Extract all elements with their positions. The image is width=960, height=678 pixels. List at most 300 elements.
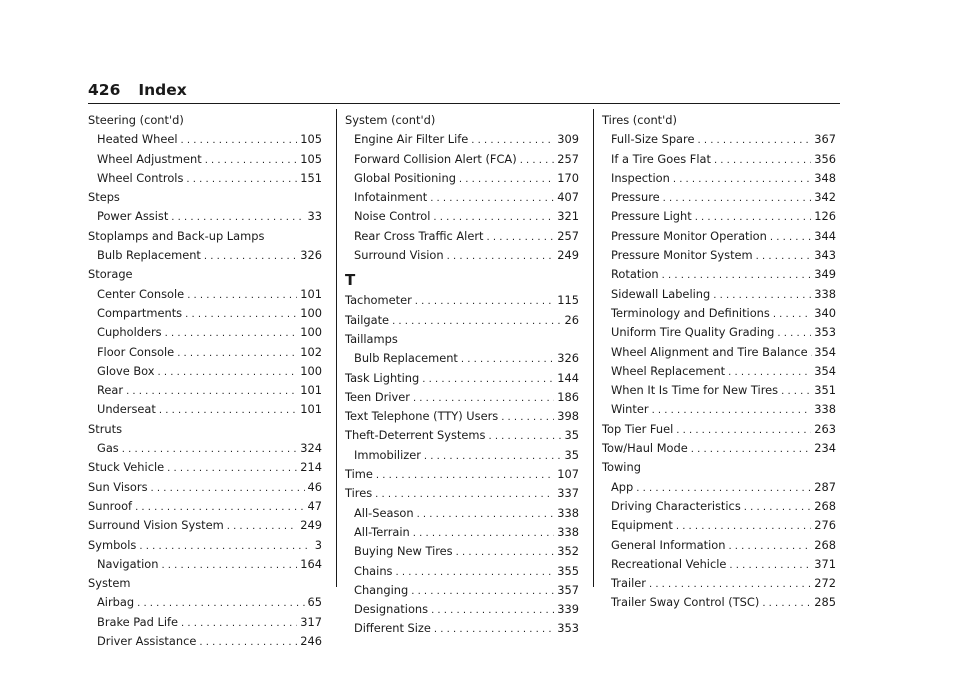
dot-leader (691, 440, 812, 459)
index-heading (88, 111, 322, 130)
dot-leader (433, 208, 554, 227)
entry-page-number: 246 (300, 634, 322, 649)
entry-page-number: 287 (814, 479, 836, 494)
entry-page-number: 101 (300, 383, 322, 398)
index-subentry (345, 619, 579, 638)
entry-page-number: 115 (557, 293, 579, 308)
dot-leader (729, 556, 811, 575)
entry-label: If a Tire Goes Flat (611, 151, 711, 166)
dot-leader (187, 286, 297, 305)
dot-leader (487, 228, 555, 247)
entry-label: Wheel Replacement (611, 363, 726, 378)
entry-label: Storage (88, 267, 133, 282)
entry-page-number: 268 (814, 498, 836, 513)
index-subentry (602, 169, 836, 188)
index-subentry (602, 516, 836, 535)
entry-page-number: 326 (300, 248, 322, 263)
entry-label: All-Season (354, 505, 414, 520)
dot-leader (471, 131, 554, 150)
entry-label: Chains (354, 563, 393, 578)
index-subentry (88, 555, 322, 574)
entry-page-number: 105 (300, 132, 322, 147)
dot-leader (161, 556, 297, 575)
index-entry (602, 420, 836, 439)
entry-page-number: 348 (814, 170, 836, 185)
entry-label: Cupholders (97, 325, 162, 340)
entry-label: Compartments (97, 305, 183, 320)
entry-label: Glove Box (97, 363, 155, 378)
dot-leader (636, 479, 811, 498)
index-entry (345, 484, 579, 503)
entry-page-number: 35 (564, 447, 579, 462)
entry-label: Symbols (88, 537, 137, 552)
index-subentry (88, 304, 322, 323)
dot-leader (422, 370, 554, 389)
dot-leader (204, 247, 297, 266)
index-subentry (602, 343, 836, 362)
header-divider (88, 103, 840, 104)
entry-label: When It Is Time for New Tires (611, 383, 779, 398)
index-entry (345, 407, 579, 426)
entry-page-number: 337 (557, 486, 579, 501)
entry-page-number: 407 (557, 190, 579, 205)
index-subentry (88, 632, 322, 651)
index-entry (88, 536, 322, 555)
dot-leader (185, 305, 297, 324)
entry-label: Winter (611, 402, 649, 417)
entry-label: Infotainment (354, 190, 428, 205)
entry-page-number: 186 (557, 389, 579, 404)
index-subentry (345, 150, 579, 169)
index-subentry (602, 130, 836, 149)
entry-label: Pressure (611, 190, 660, 205)
dot-leader (139, 537, 311, 556)
entry-page-number: 344 (814, 228, 836, 243)
entry-label: Steering (cont'd) (88, 113, 184, 127)
dot-leader (434, 620, 554, 639)
dot-leader (199, 633, 297, 652)
section-letter: T (345, 271, 356, 290)
index-subentry (602, 150, 836, 169)
dot-leader (159, 401, 297, 420)
entry-page-number: 343 (814, 248, 836, 263)
entry-page-number: 164 (300, 556, 322, 571)
entry-page-number: 339 (557, 602, 579, 617)
entry-label: Task Lighting (345, 370, 420, 385)
entry-page-number: 371 (814, 556, 836, 571)
column-divider (336, 109, 337, 587)
entry-page-number: 100 (300, 305, 322, 320)
entry-label: Theft-Deterrent Systems (345, 428, 486, 443)
entry-label: Noise Control (354, 209, 431, 224)
entry-label: All-Terrain (354, 524, 410, 539)
dot-leader (663, 189, 812, 208)
entry-label: Recreational Vehicle (611, 556, 727, 571)
index-subentry (345, 542, 579, 561)
index-entry (345, 369, 579, 388)
index-subentry (345, 207, 579, 226)
entry-page-number: 398 (557, 409, 579, 424)
dot-leader (456, 543, 555, 562)
dot-leader (728, 537, 811, 556)
entry-page-number: 100 (300, 363, 322, 378)
index-subentry (602, 400, 836, 419)
index-subentry (602, 227, 836, 246)
entry-page-number: 46 (307, 479, 322, 494)
entry-label: Airbag (97, 595, 135, 610)
entry-page-number: 214 (300, 460, 322, 475)
dot-leader (649, 575, 811, 594)
entry-page-number: 285 (814, 595, 836, 610)
entry-label: Designations (354, 602, 429, 617)
dot-leader (417, 505, 555, 524)
dot-leader (126, 382, 297, 401)
entry-label: Steps (88, 190, 120, 205)
index-subentry (345, 600, 579, 619)
entry-label: Changing (354, 582, 409, 597)
page-title: Index (138, 81, 187, 99)
entry-page-number: 234 (814, 441, 836, 456)
index-subentry (602, 536, 836, 555)
dot-leader (431, 601, 554, 620)
index-subentry (602, 593, 836, 612)
entry-label: Surround Vision System (88, 518, 224, 533)
entry-page-number: 268 (814, 537, 836, 552)
page-number: 426 (88, 81, 121, 99)
entry-page-number: 126 (814, 209, 836, 224)
index-subentry (345, 246, 579, 265)
index-heading (345, 330, 579, 349)
index-subentry (88, 130, 322, 149)
index-entry (345, 426, 579, 445)
dot-leader (520, 151, 555, 170)
entry-label: Tow/Haul Mode (602, 441, 688, 456)
entry-label: Tires (cont'd) (602, 113, 677, 127)
entry-label: Struts (88, 421, 122, 436)
entry-label: Buying New Tires (354, 544, 453, 559)
entry-page-number: 338 (557, 505, 579, 520)
dot-leader (375, 485, 554, 504)
entry-page-number: 338 (557, 524, 579, 539)
entry-label: Top Tier Fuel (602, 421, 674, 436)
index-entry (345, 291, 579, 310)
index-subentry (345, 188, 579, 207)
entry-page-number: 257 (557, 228, 579, 243)
index-subentry (602, 285, 836, 304)
index-column-2 (345, 111, 579, 639)
entry-page-number: 353 (814, 325, 836, 340)
index-heading (602, 111, 836, 130)
dot-leader (165, 324, 298, 343)
dot-leader (151, 479, 305, 498)
dot-leader (714, 151, 811, 170)
index-subentry (88, 593, 322, 612)
dot-leader (459, 170, 554, 189)
entry-label: Full-Size Spare (611, 132, 695, 147)
dot-leader (811, 344, 812, 363)
entry-page-number: 351 (814, 383, 836, 398)
dot-leader (415, 292, 554, 311)
dot-leader (744, 498, 811, 517)
entry-label: Surround Vision (354, 248, 444, 263)
index-subentry (88, 285, 322, 304)
entry-page-number: 257 (557, 151, 579, 166)
entry-page-number: 342 (814, 190, 836, 205)
dot-leader (177, 344, 297, 363)
entry-page-number: 3 (314, 537, 322, 552)
entry-page-number: 272 (814, 576, 836, 591)
entry-label: Power Assist (97, 209, 169, 224)
dot-leader (411, 582, 554, 601)
index-subentry (602, 304, 836, 323)
entry-label: Tires (345, 486, 373, 501)
dot-leader (430, 189, 554, 208)
entry-page-number: 357 (557, 582, 579, 597)
entry-page-number: 100 (300, 325, 322, 340)
entry-page-number: 144 (557, 370, 579, 385)
entry-label: Stuck Vehicle (88, 460, 165, 475)
entry-label: Time (345, 467, 373, 482)
entry-label: Gas (97, 441, 119, 456)
index-subentry (345, 504, 579, 523)
dot-leader (227, 517, 298, 536)
index-column-3 (602, 111, 836, 613)
index-subentry (602, 381, 836, 400)
index-heading (88, 188, 322, 207)
entry-page-number: 321 (557, 209, 579, 224)
entry-label: Forward Collision Alert (FCA) (354, 151, 517, 166)
entry-page-number: 309 (557, 132, 579, 147)
entry-page-number: 352 (557, 544, 579, 559)
dot-leader (181, 614, 297, 633)
index-entry (345, 465, 579, 484)
entry-label: Wheel Adjustment (97, 151, 202, 166)
entry-label: Text Telephone (TTY) Users (345, 409, 499, 424)
dot-leader (488, 427, 561, 446)
page-header (88, 81, 840, 99)
dot-leader (652, 401, 812, 420)
entry-label: Trailer (611, 576, 646, 591)
entry-page-number: 101 (300, 286, 322, 301)
entry-label: Pressure Light (611, 209, 692, 224)
entry-page-number: 249 (300, 518, 322, 533)
column-divider (593, 109, 594, 587)
dot-leader (695, 208, 812, 227)
index-heading (88, 420, 322, 439)
entry-label: Tailgate (345, 312, 390, 327)
entry-label: Driver Assistance (97, 634, 197, 649)
index-subentry (602, 574, 836, 593)
dot-leader (770, 228, 811, 247)
entry-label: Global Positioning (354, 170, 456, 185)
index-subentry (88, 207, 322, 226)
entry-label: Terminology and Definitions (611, 305, 770, 320)
index-subentry (345, 581, 579, 600)
entry-label: Heated Wheel (97, 132, 178, 147)
entry-label: Sunroof (88, 498, 133, 513)
index-heading (345, 111, 579, 130)
index-entry (88, 497, 322, 516)
index-subentry (88, 613, 322, 632)
dot-leader (662, 266, 812, 285)
index-subentry (345, 227, 579, 246)
entry-label: Uniform Tire Quality Grading (611, 325, 775, 340)
dot-leader (376, 466, 554, 485)
dot-leader (413, 524, 555, 543)
index-heading (88, 574, 322, 593)
entry-label: Trailer Sway Control (TSC) (611, 595, 760, 610)
index-subentry (88, 439, 322, 458)
entry-page-number: 317 (300, 614, 322, 629)
dot-leader (781, 382, 811, 401)
entry-page-number: 326 (557, 351, 579, 366)
index-subentry (602, 555, 836, 574)
index-subentry (345, 523, 579, 542)
entry-label: System (cont'd) (345, 113, 436, 127)
entry-label: Sidewall Labeling (611, 286, 711, 301)
entry-page-number: 324 (300, 441, 322, 456)
entry-label: App (611, 479, 634, 494)
dot-leader (167, 459, 297, 478)
entry-page-number: 356 (814, 151, 836, 166)
entry-label: Floor Console (97, 344, 175, 359)
entry-label: Stoplamps and Back-up Lamps (88, 228, 265, 243)
index-subentry (602, 246, 836, 265)
dot-leader (756, 247, 812, 266)
entry-page-number: 349 (814, 267, 836, 282)
index-subentry (345, 169, 579, 188)
entry-page-number: 47 (307, 498, 322, 513)
dot-leader (122, 440, 298, 459)
index-heading (88, 227, 322, 246)
index-entry (88, 458, 322, 477)
index-subentry (88, 246, 322, 265)
entry-page-number: 338 (814, 286, 836, 301)
index-column-1 (88, 111, 322, 651)
entry-page-number: 367 (814, 132, 836, 147)
entry-page-number: 107 (557, 467, 579, 482)
entry-label: Pressure Monitor Operation (611, 228, 767, 243)
entry-page-number: 170 (557, 170, 579, 185)
index-subentry (602, 478, 836, 497)
index-subentry (88, 323, 322, 342)
index-subentry (88, 169, 322, 188)
entry-label: Sun Visors (88, 479, 148, 494)
entry-label: General Information (611, 537, 726, 552)
entry-label: Inspection (611, 170, 670, 185)
index-subentry (88, 381, 322, 400)
index-entry (88, 478, 322, 497)
index-subentry (345, 562, 579, 581)
entry-page-number: 354 (814, 344, 836, 359)
entry-label: Wheel Controls (97, 170, 184, 185)
entry-page-number: 338 (814, 402, 836, 417)
entry-page-number: 35 (564, 428, 579, 443)
entry-label: Navigation (97, 556, 159, 571)
dot-leader (424, 447, 562, 466)
index-subentry (602, 323, 836, 342)
entry-page-number: 249 (557, 248, 579, 263)
entry-page-number: 355 (557, 563, 579, 578)
index-subentry (602, 265, 836, 284)
index-subentry (88, 400, 322, 419)
dot-leader (461, 350, 554, 369)
entry-page-number: 354 (814, 363, 836, 378)
index-heading (88, 265, 322, 284)
entry-label: Tachometer (345, 293, 412, 308)
dot-leader (673, 170, 811, 189)
index-subentry (88, 150, 322, 169)
dot-leader (181, 131, 298, 150)
entry-page-number: 102 (300, 344, 322, 359)
dot-leader (697, 131, 811, 150)
index-subentry (345, 349, 579, 368)
dot-leader (676, 421, 811, 440)
entry-label: Driving Characteristics (611, 498, 741, 513)
entry-label: Towing (602, 460, 641, 475)
index-entry (345, 311, 579, 330)
entry-page-number: 340 (814, 305, 836, 320)
dot-leader (773, 305, 811, 324)
entry-page-number: 26 (564, 312, 579, 327)
entry-page-number: 276 (814, 518, 836, 533)
dot-leader (413, 389, 554, 408)
entry-page-number: 101 (300, 402, 322, 417)
dot-leader (171, 208, 304, 227)
index-subentry (602, 207, 836, 226)
entry-label: Engine Air Filter Life (354, 132, 469, 147)
index-subentry (88, 362, 322, 381)
entry-label: Rear Cross Traffic Alert (354, 228, 484, 243)
dot-leader (135, 498, 304, 517)
entry-label: Underseat (97, 402, 156, 417)
index-entry (602, 439, 836, 458)
entry-label: Teen Driver (345, 389, 410, 404)
index-entry (345, 388, 579, 407)
entry-label: System (88, 576, 131, 591)
dot-leader (137, 594, 304, 613)
entry-label: Brake Pad Life (97, 614, 179, 629)
dot-leader (762, 594, 811, 613)
index-subentry (602, 188, 836, 207)
entry-label: Bulb Replacement (97, 248, 201, 263)
dot-leader (501, 408, 554, 427)
entry-label: Rear (97, 383, 124, 398)
index-subentry (345, 130, 579, 149)
index-subentry (88, 343, 322, 362)
index-subentry (602, 497, 836, 516)
entry-page-number: 65 (307, 595, 322, 610)
dot-leader (186, 170, 297, 189)
entry-label: Rotation (611, 267, 659, 282)
dot-leader (392, 312, 561, 331)
dot-leader (158, 363, 298, 382)
dot-leader (713, 286, 811, 305)
dot-leader (676, 517, 811, 536)
entry-label: Taillamps (345, 331, 398, 346)
entry-page-number: 33 (307, 209, 322, 224)
dot-leader (205, 151, 298, 170)
dot-leader (447, 247, 555, 266)
entry-label: Pressure Monitor System (611, 248, 753, 263)
index-subentry (345, 446, 579, 465)
entry-page-number: 263 (814, 421, 836, 436)
dot-leader (728, 363, 811, 382)
entry-label: Equipment (611, 518, 673, 533)
index-heading (602, 458, 836, 477)
entry-label: Center Console (97, 286, 185, 301)
entry-label: Wheel Alignment and Tire Balance (611, 344, 808, 359)
